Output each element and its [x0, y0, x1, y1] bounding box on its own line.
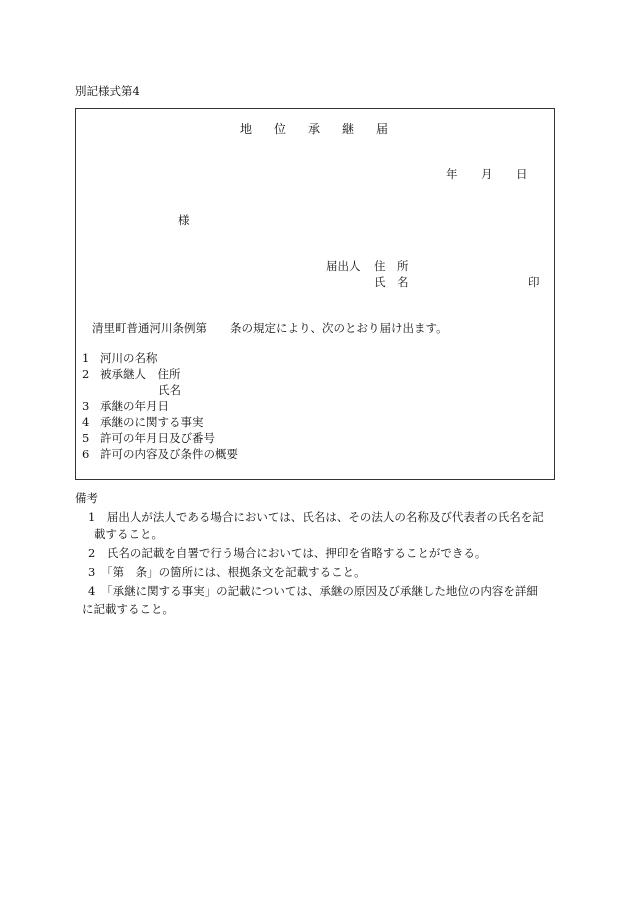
note-line: 1 届出人が法人である場合においては、氏名は、その法人の名称及び代表者の氏名を記	[88, 510, 544, 524]
address-label: 住 所	[374, 259, 409, 273]
item-text: 氏名	[158, 383, 181, 397]
note-line: 2 氏名の記載を自署で行う場合においては、押印を省略することができる。	[88, 546, 487, 560]
notes-heading: 備考	[75, 491, 98, 505]
item-text: 被承継人 住所	[100, 367, 181, 381]
item-number: 5	[82, 431, 90, 445]
item-text: 許可の内容及び条件の概要	[100, 447, 238, 461]
addressee-suffix: 様	[178, 213, 190, 227]
name-label: 氏 名	[374, 275, 409, 289]
note-line: 3 「第 条」の箇所には、根拠条文を記載すること。	[88, 565, 366, 579]
item-text: 承継のに関する事実	[100, 415, 204, 429]
date-year-label: 年	[446, 167, 458, 181]
date-day-label: 日	[516, 167, 528, 181]
item-text: 承継の年月日	[100, 399, 169, 413]
note-line: 載すること。	[94, 527, 163, 541]
notification-form	[75, 108, 555, 480]
notifier-label: 届出人	[326, 259, 361, 273]
item-text: 許可の年月日及び番号	[100, 431, 215, 445]
item-number: 1	[82, 351, 90, 365]
item-number: 2	[82, 367, 90, 381]
item-number: 6	[82, 447, 90, 461]
note-line: 4 「承継に関する事実」の記載については、承継の原因及び承継した地位の内容を詳細	[88, 584, 538, 598]
body-text: 清里町普通河川条例第 条の規定により、次のとおり届け出ます。	[92, 321, 448, 335]
seal-mark: 印	[528, 275, 540, 289]
item-number: 4	[82, 415, 90, 429]
item-text: 河川の名称	[100, 351, 158, 365]
form-title: 地位承継届	[240, 122, 411, 136]
form-number: 別記様式第4	[75, 84, 140, 98]
item-number: 3	[82, 399, 90, 413]
note-line: に記載すること。	[82, 602, 174, 616]
date-month-label: 月	[481, 167, 493, 181]
